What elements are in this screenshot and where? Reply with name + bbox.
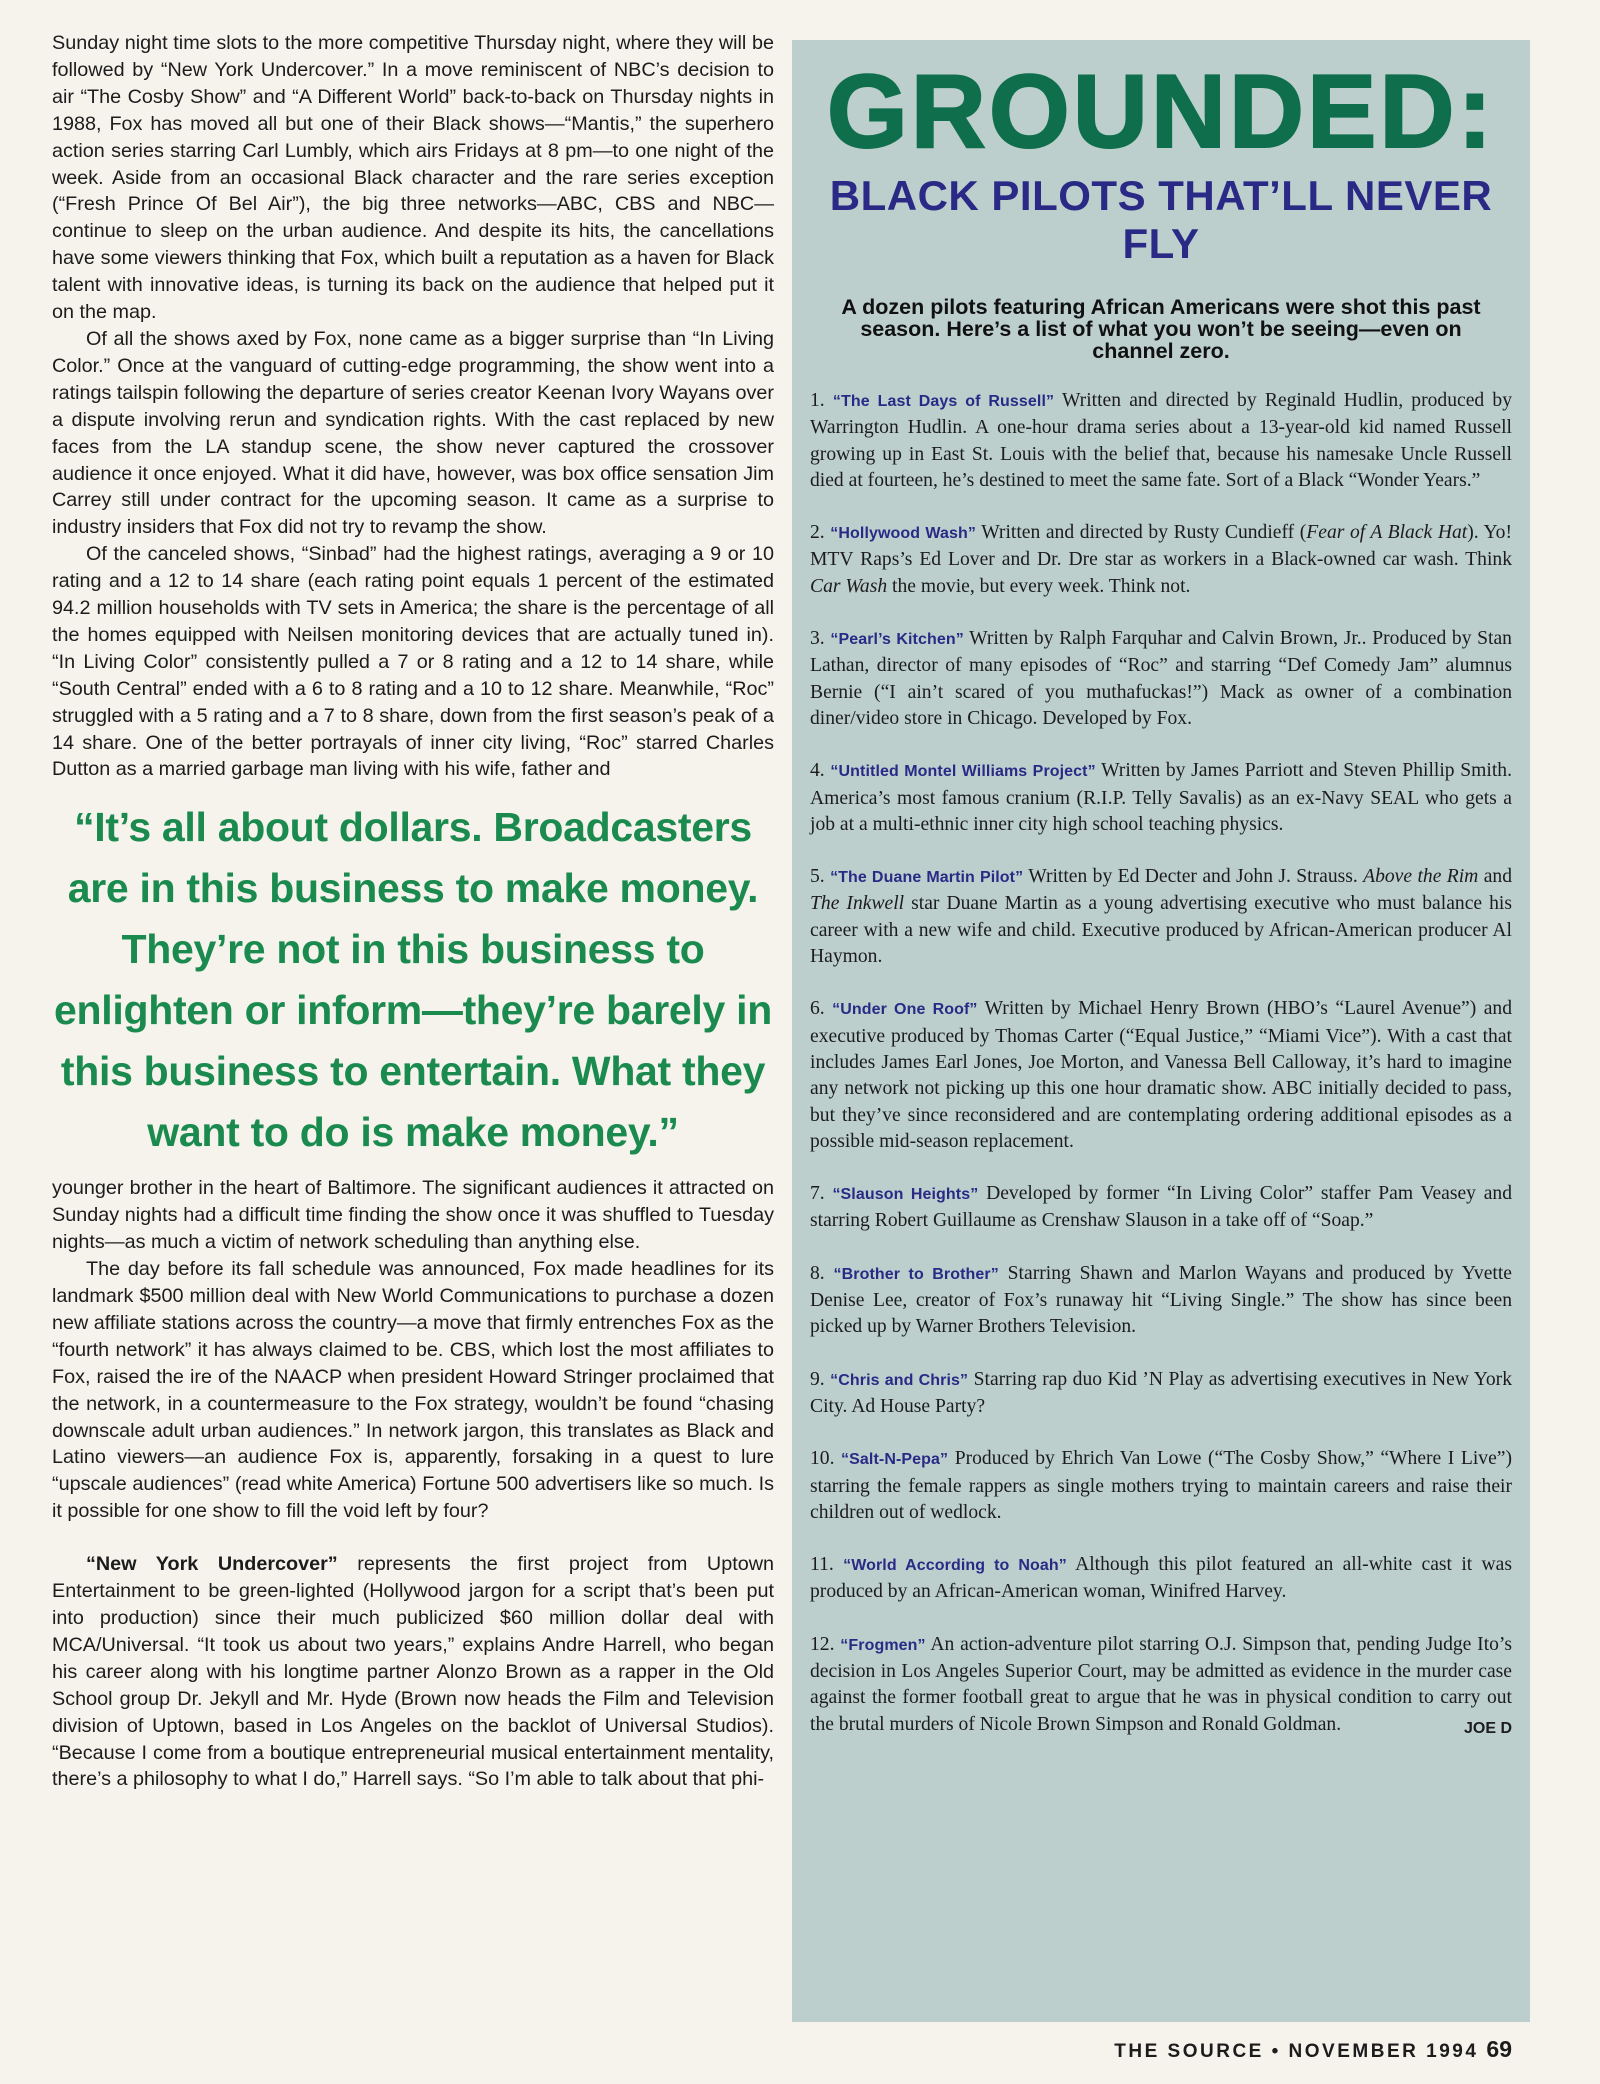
pilot-item — [810, 1552, 1512, 1606]
article-paragraph — [52, 1551, 774, 1793]
pilot-list — [810, 388, 1512, 1738]
pilot-number: 10. — [810, 1448, 842, 1470]
page-number: 69 — [1486, 2036, 1512, 2062]
pilot-item — [810, 1632, 1512, 1738]
show-name-lead: “New York Undercover” — [86, 1553, 338, 1576]
pilot-item — [810, 1181, 1512, 1235]
pilot-title: “Chris and Chris” — [830, 1371, 969, 1389]
paragraph-text: represents the first project from Uptown Entertainment to be green-lighted (Hollywood jargon for a script that’s been put into production) since their much publicized $60 million dollar deal with MCA/Universal. “It took us about two years,” explains Andre Harrell, who began his career along with his longtime partner Alonzo Brown as a rapper in the Old School group Dr. Jekyll and Mr. Hyde (Brown now heads the Film and Television division of Uptown, based in Los Angeles on the backlot of Universal Studios). “Because I come from a boutique entrepreneurial musical entertainment mentality, there’s a philosophy to what I do,” Harrell says. “So I’m able to talk about that phi- — [52, 1553, 774, 1791]
pilot-number: 11. — [810, 1554, 844, 1576]
pilot-description: Written by James Parriott and Steven Phillip Smith. America’s most famous cranium (R.I.P. Telly Savalis) as an ex-Navy SEAL who gets a job at a multi-ethnic inner city high school teaching physics. — [810, 760, 1513, 835]
pull-quote: “It’s all about dollars. Broadcasters are in this business to make money. They’re not in this business to enlighten or inform—they’re barely in this business to entertain. What they want to do is make money.” — [54, 804, 772, 1156]
pilot-number: 6. — [810, 998, 833, 1020]
pilot-item — [810, 388, 1512, 494]
pilot-title: “Pearl’s Kitchen” — [830, 631, 964, 649]
pilot-number: 7. — [810, 1183, 833, 1205]
page-footer — [1114, 2036, 1512, 2063]
pilot-description: Written by Michael Henry Brown (HBO’s “Laurel Avenue”) and executive produced by Thomas Carter (“Equal Justice,” “Miami Vice”). With a cast that includes James Earl Jones, Joe Morton, and Vanessa Bell Calloway, it’s hard to imagine any network not picking up this one hour dramatic show. ABC initially decided to pass, but they’ve since reconsidered and are contemplating ordering additional episodes as a possible mid-season replacement. — [810, 998, 1512, 1152]
pilot-title: “Under One Roof” — [832, 1001, 978, 1019]
article-column — [52, 30, 774, 1793]
pilot-description: Starring rap duo Kid ’N Play as advertising executives in New York City. Ad House Party? — [810, 1368, 1513, 1417]
article-paragraph: Of the canceled shows, “Sinbad” had the highest ratings, averaging a 9 or 10 rating and a 12 to 14 share (each rating point equals 1 percent of the estimated 94.2 million households with TV sets in America; the share is the percentage of all the homes equipped with Neilsen monitoring devices that are actually tuned in). “In Living Color” consistently pulled a 7 or 8 rating and a 12 to 14 share, while “South Central” ended with a 6 to 8 rating and a 10 to 12 share. Meanwhile, “Roc” struggled with a 5 rating and a 7 to 8 share, down from the first season’s peak of a 14 share. One of the better portrayals of inner city living, “Roc” starred Charles Dutton as a married garbage man living with his wife, father and — [52, 543, 774, 781]
sidebar-intro: A dozen pilots featuring African Americans were shot this past season. Here’s a list of what you won’t be seeing—even on channel zero. — [841, 295, 1481, 363]
pilot-description: An action-adventure pilot starring O.J. Simpson that, pending Judge Ito’s decision in Los Angeles Superior Court, may be admitted as evidence in the murder case against the former football great to argue that he was in physical condition to carry out the brutal murders of Nicole Brown Simpson and Ronald Goldman. — [810, 1633, 1512, 1735]
article-paragraph: Of all the shows axed by Fox, none came as a bigger surprise than “In Living Color.” Once at the vanguard of cutting-edge programming, the show went into a ratings tailspin following the departure of series creator Keenan Ivory Wayans over a dispute involving rerun and syndication rights. With the cast replaced by new faces from the LA standup scene, the show never captured the crossover audience it once enjoyed. What it did have, however, was box office sensation Jim Carrey still under contract for the upcoming season. It came as a surprise to industry insiders that Fox did not try to revamp the show. — [52, 327, 774, 539]
pilot-title: “Hollywood Wash” — [830, 525, 976, 543]
pilot-title: “Slauson Heights” — [832, 1186, 979, 1204]
pilot-number: 9. — [810, 1368, 831, 1390]
pilot-title: “The Duane Martin Pilot” — [830, 869, 1024, 887]
pilot-description: Written by Ed Decter and John J. Strauss. Above the Rim and The Inkwell star Duane Martin as a young advertising executive who must balance his career with a new wife and child. Executive produced by African-American producer Al Haymon. — [810, 866, 1512, 968]
pilot-description: Written and directed by Reginald Hudlin, produced by Warrington Hudlin. A one-hour drama series about a 13-year-old kid named Russell growing up in East St. Louis with the belief that, because his namesake Uncle Russell died at fourteen, he’s destined to meet the same fate. Sort of a Black “Wonder Years.” — [810, 390, 1513, 491]
pilot-description: Although this pilot featured an all-white cast it was produced by an African-American woman, Winifred Harvey. — [810, 1554, 1512, 1603]
article-paragraph: younger brother in the heart of Baltimore. The significant audiences it attracted on Sunday nights had a difficult time finding the show once it was shuffled to Tuesday nights—as much a victim of network scheduling than anything else. — [52, 1177, 774, 1254]
pilot-number: 1. — [810, 390, 833, 411]
sidebar-subtitle: BLACK PILOTS THAT’LL NEVER FLY — [829, 172, 1493, 267]
pilot-item — [810, 520, 1512, 600]
author-signature: JOE D — [1463, 1719, 1512, 1737]
pilot-description: Starring Shawn and Marlon Wayans and produced by Yvette Denise Lee, creator of Fox’s runaway hit “Living Single.” The show has since been picked up by Warner Brothers Television. — [810, 1262, 1512, 1338]
pilot-item — [810, 758, 1512, 838]
pilot-title: “Salt-N-Pepa” — [841, 1451, 949, 1469]
pilot-number: 8. — [810, 1262, 834, 1284]
pilot-item — [810, 626, 1512, 732]
pilot-title: “Untitled Montel Williams Project” — [830, 763, 1096, 781]
pilot-number: 4. — [810, 760, 831, 782]
sidebar-box — [792, 40, 1530, 2022]
pilot-title: “The Last Days of Russell” — [832, 393, 1055, 410]
article-paragraph: The day before its fall schedule was announced, Fox made headlines for its landmark $500 million deal with New World Communications to purchase a dozen new affiliate stations across the country—a move that firmly entrenches Fox as the “fourth network” it has always claimed to be. CBS, which lost the most affiliates to Fox, raised the ire of the NAACP when president Howard Stringer proclaimed that the network, in a countermeasure to the Fox strategy, wouldn’t be found “chasing downscale adult urban audiences.” In network jargon, this translates as Black and Latino viewers—an audience Fox is, apparently, forsaking in a quest to lure “upscale audiences” (read white America) Fortune 500 advertisers like so much. Is it possible for one show to fill the void left by four? — [52, 1258, 774, 1523]
pilot-number: 2. — [810, 522, 831, 544]
pilot-number: 12. — [810, 1633, 841, 1655]
pilot-item — [810, 1446, 1512, 1526]
pilot-title: “Frogmen” — [840, 1636, 926, 1654]
folio-text: THE SOURCE • NOVEMBER 1994 — [1114, 2041, 1479, 2062]
sidebar-title: GROUNDED: — [826, 54, 1496, 170]
pilot-description: Produced by Ehrich Van Lowe (“The Cosby Show,” “Where I Live”) starring the female rappers as single mothers trying to maintain careers and raise their children out of wedlock. — [810, 1448, 1512, 1523]
pilot-item — [810, 1261, 1512, 1341]
pilot-item — [810, 1367, 1512, 1421]
pilot-item — [810, 996, 1512, 1155]
pilot-number: 3. — [810, 628, 831, 650]
pilot-item — [810, 864, 1512, 970]
article-paragraph: Sunday night time slots to the more competitive Thursday night, where they will be followed by “New York Undercover.” In a move reminiscent of NBC’s decision to air “The Cosby Show” and “A Different World” back-to-back on Thursday nights in 1988, Fox has moved all but one of their Black shows—“Mantis,” the superhero action series starring Carl Lumbly, which airs Fridays at 8 pm—to one night of the week. Aside from an occasional Black character and the rare series exception (“Fresh Prince Of Bel Air”), the big three networks—ABC, CBS and NBC—continue to sleep on the urban audience. And despite its hits, the cancellations have some viewers thinking that Fox, which built a reputation as a haven for Black talent with innovative ideas, is turning its back on the audience that helped put it on the map. — [52, 32, 774, 324]
pilot-number: 5. — [810, 866, 831, 888]
pilot-title: “World According to Noah” — [843, 1557, 1067, 1575]
pilot-description: Developed by former “In Living Color” staffer Pam Veasey and starring Robert Guillaume as Crenshaw Slauson in a take off of “Soap.” — [810, 1183, 1512, 1232]
pilot-description: Written by Ralph Farquhar and Calvin Brown, Jr.. Produced by Stan Lathan, director of many episodes of “Roc” and starring “Def Comedy Jam” alumnus Bernie (“I ain’t scared of you muthafuckas!”) Mack as owner of a combination diner/video store in Chicago. Developed by Fox. — [810, 628, 1512, 729]
pilot-description: Written and directed by Rusty Cundieff (Fear of A Black Hat). Yo! MTV Raps’s Ed Lover and Dr. Dre star as workers in a Black-owned car wash. Think Car Wash the movie, but every week. Think not. — [810, 522, 1513, 597]
pilot-title: “Brother to Brother” — [833, 1265, 999, 1283]
